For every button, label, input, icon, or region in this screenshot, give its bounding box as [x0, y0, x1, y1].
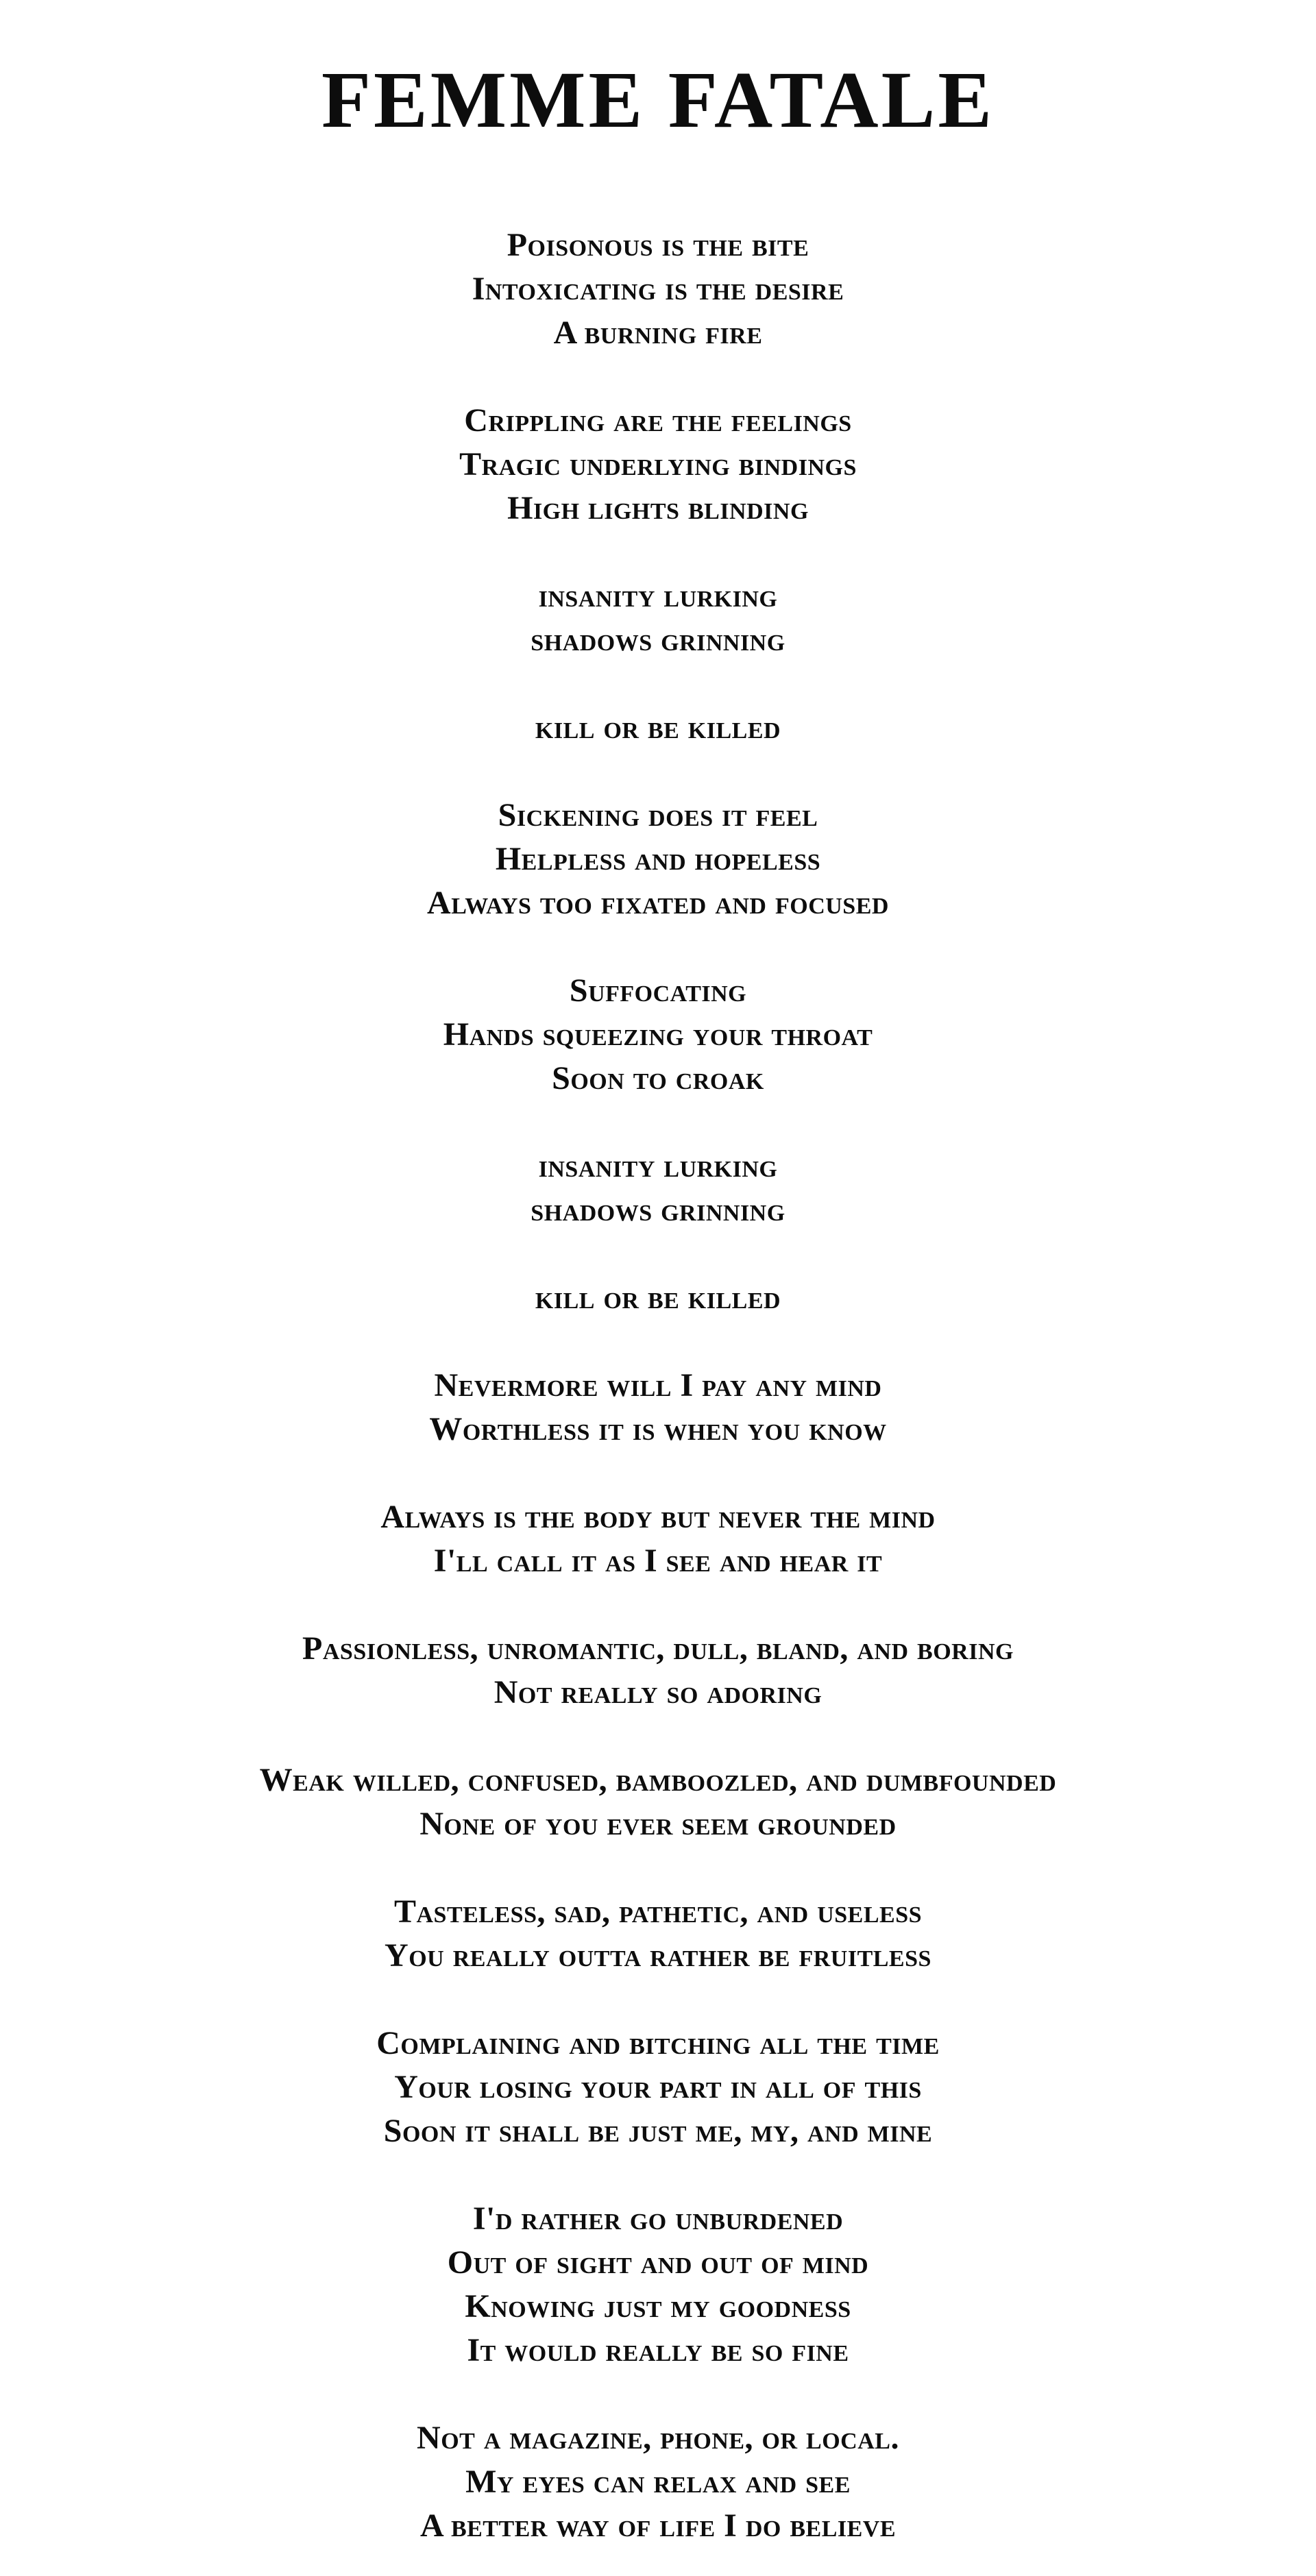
stanza: [0, 969, 1316, 1101]
stanza: [0, 223, 1316, 355]
poem-line: Sickening does it feel: [498, 797, 818, 833]
poem-line: Crippling are the feelings: [464, 402, 852, 439]
poem-body: [0, 223, 1316, 2548]
poem-line: kill or be killed: [535, 709, 781, 746]
stanza: [0, 706, 1316, 750]
poem-line: Poisonous is the bite: [507, 227, 809, 263]
stanza: [0, 1495, 1316, 1583]
stanza: [0, 399, 1316, 530]
stanza: [0, 2197, 1316, 2372]
poem-line: Complaining and bitching all the time: [376, 2025, 940, 2061]
poem-line: Always too fixated and focused: [427, 885, 889, 921]
poem-line: Soon to croak: [552, 1060, 764, 1096]
poem-line: Your losing your part in all of this: [394, 2069, 922, 2105]
stanza: [0, 574, 1316, 662]
poem-line: None of you ever seem grounded: [419, 1806, 897, 1842]
poem-line: I'd rather go unburdened: [472, 2200, 844, 2237]
poem-line: shadows grinning: [531, 1192, 785, 1228]
poem-line: Out of sight and out of mind: [447, 2244, 869, 2281]
poem-line: Hands squeezing your throat: [443, 1016, 873, 1053]
poem-line: insanity lurking: [538, 1148, 778, 1184]
stanza: [0, 1758, 1316, 1846]
poem-line: A burning fire: [553, 315, 763, 351]
poem-line: Tasteless, sad, pathetic, and useless: [393, 1893, 923, 1930]
poem-line: Nevermore will I pay any mind: [434, 1367, 882, 1403]
poem-line: Always is the body but never the mind: [380, 1499, 936, 1535]
poem-line: Intoxicating is the desire: [472, 271, 844, 307]
poem-line: Passionless, unromantic, dull, bland, and boring: [302, 1630, 1014, 1667]
poem-line: It would really be so fine: [467, 2332, 849, 2368]
poem-line: insanity lurking: [538, 578, 778, 614]
poem-line: You really outta rather be fruitless: [385, 1937, 931, 1974]
stanza: [0, 794, 1316, 925]
poem-line: Helpless and hopeless: [495, 841, 821, 877]
poem-line: shadows grinning: [531, 622, 785, 658]
stanza: [0, 1276, 1316, 1320]
poem-line: Suffocating: [569, 972, 747, 1009]
poem-line: Weak willed, confused, bamboozled, and dumbfounded: [259, 1762, 1057, 1798]
poem-line: Soon it shall be just me, my, and mine: [383, 2113, 933, 2149]
stanza: [0, 1144, 1316, 1232]
poem-line: A better way of life I do believe: [419, 2507, 897, 2544]
poem-line: Tragic underlying bindings: [459, 446, 857, 482]
stanza: [0, 2416, 1316, 2548]
poem-line: Not a magazine, phone, or local.: [417, 2420, 899, 2456]
poem-line: I'll call it as I see and hear it: [433, 1543, 883, 1579]
stanza: [0, 2022, 1316, 2153]
stanza: [0, 1627, 1316, 1715]
poem-line: High lights blinding: [507, 490, 809, 526]
stanza: [0, 1890, 1316, 1978]
poem-line: My eyes can relax and see: [465, 2464, 851, 2500]
poem-line: Not really so adoring: [494, 1674, 822, 1710]
poem-line: Worthless it is when you know: [429, 1411, 887, 1447]
poem-line: Knowing just my goodness: [465, 2288, 851, 2324]
stanza: [0, 1364, 1316, 1451]
poem-title: FEMME FATALE: [321, 55, 995, 145]
poem-line: kill or be killed: [535, 1279, 781, 1316]
